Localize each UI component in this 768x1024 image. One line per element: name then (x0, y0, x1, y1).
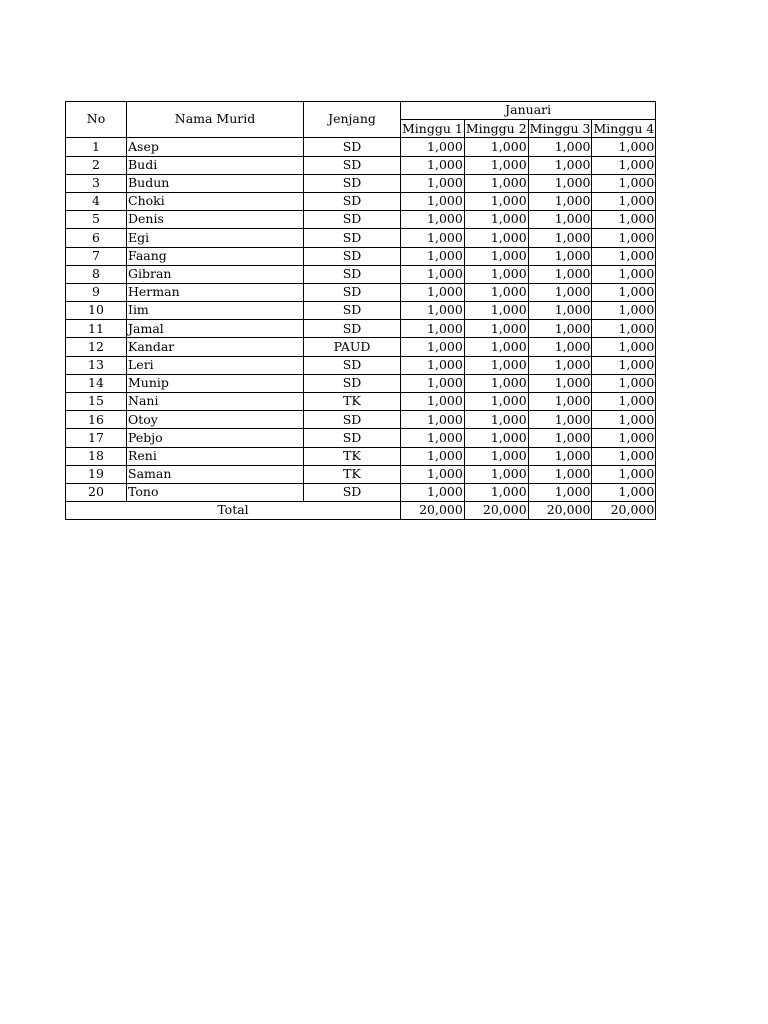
cell-name: Leri (127, 356, 304, 374)
cell-week-4: 1,000 (592, 247, 656, 265)
header-week-3: Minggu 3 (528, 120, 592, 138)
table-row (66, 429, 656, 447)
cell-week-1: 1,000 (401, 211, 465, 229)
cell-no: 14 (66, 374, 127, 392)
cell-no: 8 (66, 265, 127, 283)
cell-week-3: 1,000 (528, 302, 592, 320)
cell-week-1: 1,000 (401, 174, 465, 192)
cell-level: SD (304, 483, 401, 501)
cell-level: SD (304, 156, 401, 174)
table-row (66, 411, 656, 429)
cell-name: Budi (127, 156, 304, 174)
cell-week-4: 1,000 (592, 411, 656, 429)
cell-week-1: 1,000 (401, 265, 465, 283)
cell-week-2: 1,000 (464, 283, 528, 301)
cell-week-4: 1,000 (592, 483, 656, 501)
cell-level: PAUD (304, 338, 401, 356)
cell-week-4: 1,000 (592, 320, 656, 338)
total-week-2: 20,000 (464, 502, 528, 520)
cell-week-4: 1,000 (592, 211, 656, 229)
cell-name: Faang (127, 247, 304, 265)
cell-level: TK (304, 465, 401, 483)
header-week-1: Minggu 1 (401, 120, 465, 138)
total-week-3: 20,000 (528, 502, 592, 520)
cell-week-4: 1,000 (592, 174, 656, 192)
cell-week-2: 1,000 (464, 265, 528, 283)
cell-week-1: 1,000 (401, 356, 465, 374)
cell-week-1: 1,000 (401, 229, 465, 247)
cell-week-4: 1,000 (592, 374, 656, 392)
cell-level: SD (304, 411, 401, 429)
cell-week-2: 1,000 (464, 138, 528, 156)
cell-name: Asep (127, 138, 304, 156)
header-week-4: Minggu 4 (592, 120, 656, 138)
cell-week-4: 1,000 (592, 338, 656, 356)
cell-no: 13 (66, 356, 127, 374)
cell-week-4: 1,000 (592, 138, 656, 156)
cell-no: 15 (66, 393, 127, 411)
cell-name: Munip (127, 374, 304, 392)
cell-week-1: 1,000 (401, 393, 465, 411)
cell-week-2: 1,000 (464, 483, 528, 501)
cell-level: SD (304, 356, 401, 374)
cell-no: 17 (66, 429, 127, 447)
cell-week-1: 1,000 (401, 411, 465, 429)
cell-no: 19 (66, 465, 127, 483)
table-row (66, 393, 656, 411)
table-body (66, 138, 656, 502)
cell-week-3: 1,000 (528, 411, 592, 429)
cell-name: Nani (127, 393, 304, 411)
cell-week-1: 1,000 (401, 483, 465, 501)
cell-week-3: 1,000 (528, 174, 592, 192)
cell-week-2: 1,000 (464, 156, 528, 174)
table-row (66, 465, 656, 483)
header-no: No (66, 102, 127, 138)
table-row (66, 302, 656, 320)
cell-week-2: 1,000 (464, 393, 528, 411)
cell-level: SD (304, 211, 401, 229)
cell-no: 6 (66, 229, 127, 247)
cell-week-1: 1,000 (401, 247, 465, 265)
cell-week-4: 1,000 (592, 447, 656, 465)
cell-name: Herman (127, 283, 304, 301)
table-row (66, 138, 656, 156)
cell-name: Tono (127, 483, 304, 501)
cell-week-4: 1,000 (592, 429, 656, 447)
table-row (66, 247, 656, 265)
table-row (66, 483, 656, 501)
cell-week-2: 1,000 (464, 447, 528, 465)
cell-week-1: 1,000 (401, 429, 465, 447)
cell-week-2: 1,000 (464, 229, 528, 247)
cell-level: SD (304, 192, 401, 210)
cell-no: 10 (66, 302, 127, 320)
cell-level: SD (304, 247, 401, 265)
cell-week-3: 1,000 (528, 229, 592, 247)
table-row (66, 192, 656, 210)
cell-week-4: 1,000 (592, 192, 656, 210)
cell-week-3: 1,000 (528, 338, 592, 356)
cell-week-4: 1,000 (592, 356, 656, 374)
cell-name: Iim (127, 302, 304, 320)
cell-week-1: 1,000 (401, 320, 465, 338)
cell-no: 20 (66, 483, 127, 501)
cell-name: Reni (127, 447, 304, 465)
cell-week-3: 1,000 (528, 465, 592, 483)
cell-level: SD (304, 265, 401, 283)
cell-name: Otoy (127, 411, 304, 429)
cell-name: Saman (127, 465, 304, 483)
table-row (66, 283, 656, 301)
table-row (66, 338, 656, 356)
cell-week-1: 1,000 (401, 138, 465, 156)
cell-name: Jamal (127, 320, 304, 338)
cell-week-4: 1,000 (592, 393, 656, 411)
cell-level: TK (304, 447, 401, 465)
cell-week-1: 1,000 (401, 156, 465, 174)
cell-level: SD (304, 320, 401, 338)
cell-week-2: 1,000 (464, 429, 528, 447)
cell-no: 12 (66, 338, 127, 356)
cell-week-3: 1,000 (528, 393, 592, 411)
cell-week-2: 1,000 (464, 411, 528, 429)
cell-week-2: 1,000 (464, 174, 528, 192)
cell-week-4: 1,000 (592, 265, 656, 283)
table-row (66, 320, 656, 338)
table-row (66, 211, 656, 229)
cell-level: SD (304, 229, 401, 247)
cell-week-2: 1,000 (464, 374, 528, 392)
cell-week-4: 1,000 (592, 156, 656, 174)
table-row (66, 374, 656, 392)
cell-week-4: 1,000 (592, 283, 656, 301)
header-week-2: Minggu 2 (464, 120, 528, 138)
cell-week-1: 1,000 (401, 374, 465, 392)
cell-week-1: 1,000 (401, 283, 465, 301)
cell-name: Budun (127, 174, 304, 192)
cell-week-1: 1,000 (401, 465, 465, 483)
header-month: Januari (401, 102, 656, 120)
header-level: Jenjang (304, 102, 401, 138)
cell-level: TK (304, 393, 401, 411)
cell-week-2: 1,000 (464, 338, 528, 356)
cell-week-3: 1,000 (528, 192, 592, 210)
table-row (66, 265, 656, 283)
cell-week-4: 1,000 (592, 465, 656, 483)
cell-week-2: 1,000 (464, 192, 528, 210)
cell-no: 16 (66, 411, 127, 429)
cell-week-3: 1,000 (528, 283, 592, 301)
cell-no: 7 (66, 247, 127, 265)
cell-week-3: 1,000 (528, 211, 592, 229)
cell-week-1: 1,000 (401, 192, 465, 210)
cell-week-3: 1,000 (528, 265, 592, 283)
table-row (66, 447, 656, 465)
cell-week-3: 1,000 (528, 356, 592, 374)
cell-no: 5 (66, 211, 127, 229)
cell-week-3: 1,000 (528, 138, 592, 156)
total-week-1: 20,000 (401, 502, 465, 520)
cell-name: Choki (127, 192, 304, 210)
table-row (66, 229, 656, 247)
cell-level: SD (304, 174, 401, 192)
table-row (66, 156, 656, 174)
total-label: Total (66, 502, 401, 520)
cell-no: 18 (66, 447, 127, 465)
cell-week-3: 1,000 (528, 374, 592, 392)
cell-no: 9 (66, 283, 127, 301)
cell-level: SD (304, 429, 401, 447)
cell-week-3: 1,000 (528, 429, 592, 447)
cell-level: SD (304, 138, 401, 156)
cell-no: 11 (66, 320, 127, 338)
cell-week-3: 1,000 (528, 447, 592, 465)
total-week-4: 20,000 (592, 502, 656, 520)
cell-week-3: 1,000 (528, 320, 592, 338)
payment-table (65, 101, 656, 520)
cell-level: SD (304, 302, 401, 320)
cell-no: 1 (66, 138, 127, 156)
cell-name: Denis (127, 211, 304, 229)
cell-week-3: 1,000 (528, 247, 592, 265)
cell-week-1: 1,000 (401, 338, 465, 356)
cell-name: Pebjo (127, 429, 304, 447)
cell-week-2: 1,000 (464, 302, 528, 320)
header-name: Nama Murid (127, 102, 304, 138)
cell-week-2: 1,000 (464, 211, 528, 229)
cell-week-4: 1,000 (592, 229, 656, 247)
table-row (66, 174, 656, 192)
table-row (66, 356, 656, 374)
cell-no: 2 (66, 156, 127, 174)
table-header (66, 102, 656, 138)
cell-name: Gibran (127, 265, 304, 283)
cell-level: SD (304, 283, 401, 301)
cell-name: Egi (127, 229, 304, 247)
cell-week-3: 1,000 (528, 483, 592, 501)
table-footer (66, 502, 656, 520)
cell-week-2: 1,000 (464, 356, 528, 374)
cell-name: Kandar (127, 338, 304, 356)
cell-week-2: 1,000 (464, 247, 528, 265)
cell-week-1: 1,000 (401, 447, 465, 465)
total-row (66, 502, 656, 520)
cell-no: 3 (66, 174, 127, 192)
cell-week-3: 1,000 (528, 156, 592, 174)
cell-week-1: 1,000 (401, 302, 465, 320)
cell-week-2: 1,000 (464, 465, 528, 483)
cell-level: SD (304, 374, 401, 392)
cell-week-4: 1,000 (592, 302, 656, 320)
cell-week-2: 1,000 (464, 320, 528, 338)
cell-no: 4 (66, 192, 127, 210)
